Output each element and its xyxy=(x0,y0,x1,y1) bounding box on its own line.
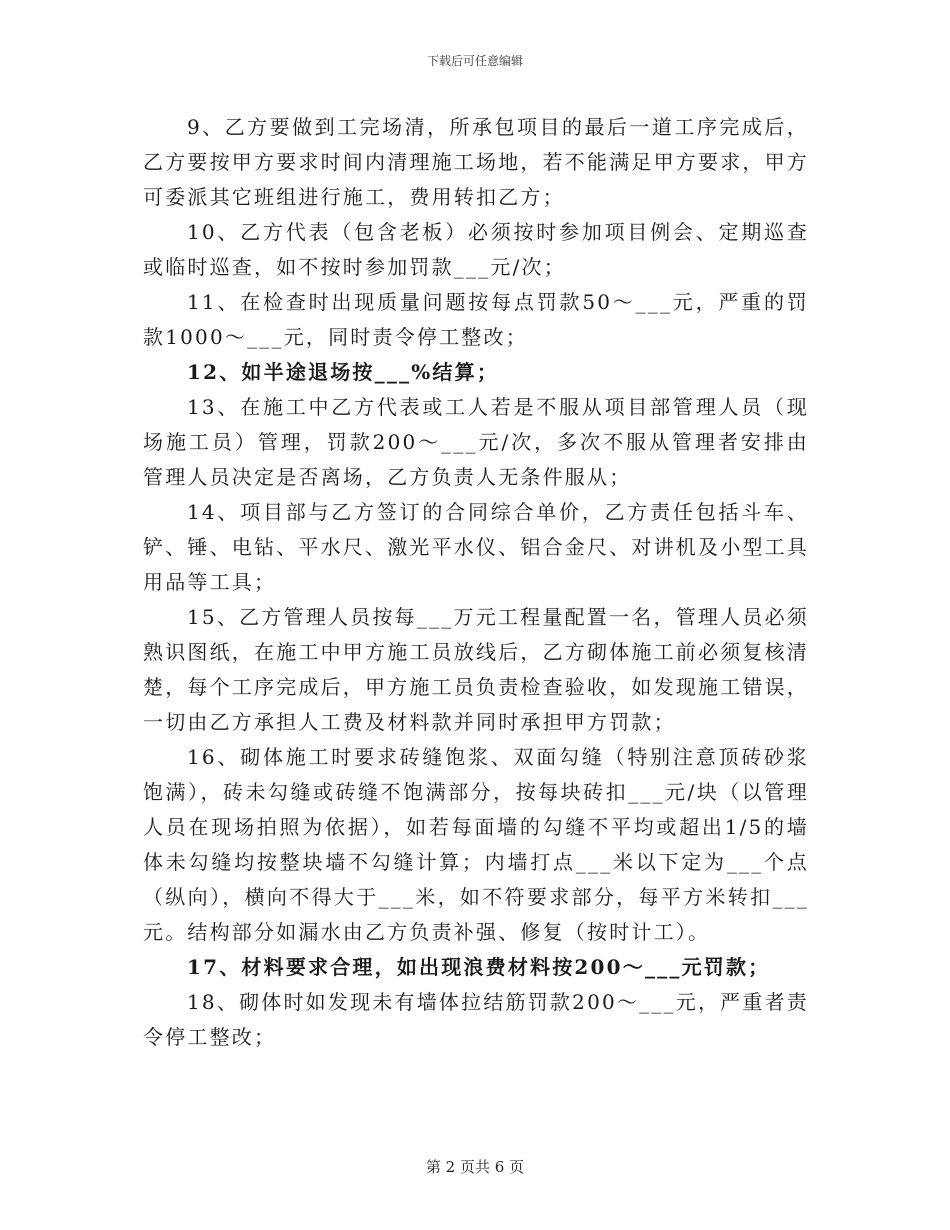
clause-10: 10、乙方代表（包含老板）必须按时参加项目例会、定期巡查或临时巡查，如不按时参加罚款___元/次； xyxy=(143,220,809,279)
clause-15: 15、乙方管理人员按每___万元工程量配置一名，管理人员必须熟识图纸，在施工中甲方施工员放线后，乙方砌体施工前必须复核清楚，每个工序完成后，甲方施工员负责检查验收，如发现施工错误，一切由乙方承担人工费及材料款并同时承担甲方罚款； xyxy=(143,605,809,734)
clause-14: 14、项目部与乙方签订的合同综合单价，乙方责任包括斗车、铲、锤、电钻、平水尺、激光平水仪、铝合金尺、对讲机及小型工具用品等工具； xyxy=(143,500,809,594)
clause-17: 17、材料要求合理，如出现浪费材料按200～___元罚款； xyxy=(187,955,771,979)
page-footer: 第 2 页共 6 页 xyxy=(425,1158,525,1176)
clause-18: 18、砌体时如发现未有墙体拉结筋罚款200～___元，严重者责令停工整改； xyxy=(143,990,809,1049)
clause-12: 12、如半途退场按___%结算； xyxy=(187,360,500,384)
clause-9: 9、乙方要做到工完场清，所承包项目的最后一道工序完成后，乙方要按甲方要求时间内清理施工场地，若不能满足甲方要求，甲方可委派其它班组进行施工，费用转扣乙方； xyxy=(143,115,809,209)
clause-13: 13、在施工中乙方代表或工人若是不服从项目部管理人员（现场施工员）管理，罚款200～___元/次，多次不服从管理者安排由管理人员决定是否离场，乙方负责人无条件服从； xyxy=(143,395,809,489)
clause-16: 16、砌体施工时要求砖缝饱浆、双面勾缝（特别注意顶砖砂浆饱满），砖未勾缝或砖缝不饱满部分，按每块砖扣___元/块（以管理人员在现场拍照为依据），如若每面墙的勾缝不平均或超出1/5的墙体未勾缝均按整块墙不勾缝计算；内墙打点___米以下定为___个点（纵向），横向不得大于___米，如不符要求部分，每平方米转扣___元。结构部分如漏水由乙方负责补强、修复（按时计工）。 xyxy=(143,745,809,944)
document-body xyxy=(143,110,809,1055)
clause-11: 11、在检查时出现质量问题按每点罚款50～___元，严重的罚款1000～___元，同时责令停工整改； xyxy=(143,290,809,349)
page-header: 下载后可任意编辑 xyxy=(426,54,523,68)
